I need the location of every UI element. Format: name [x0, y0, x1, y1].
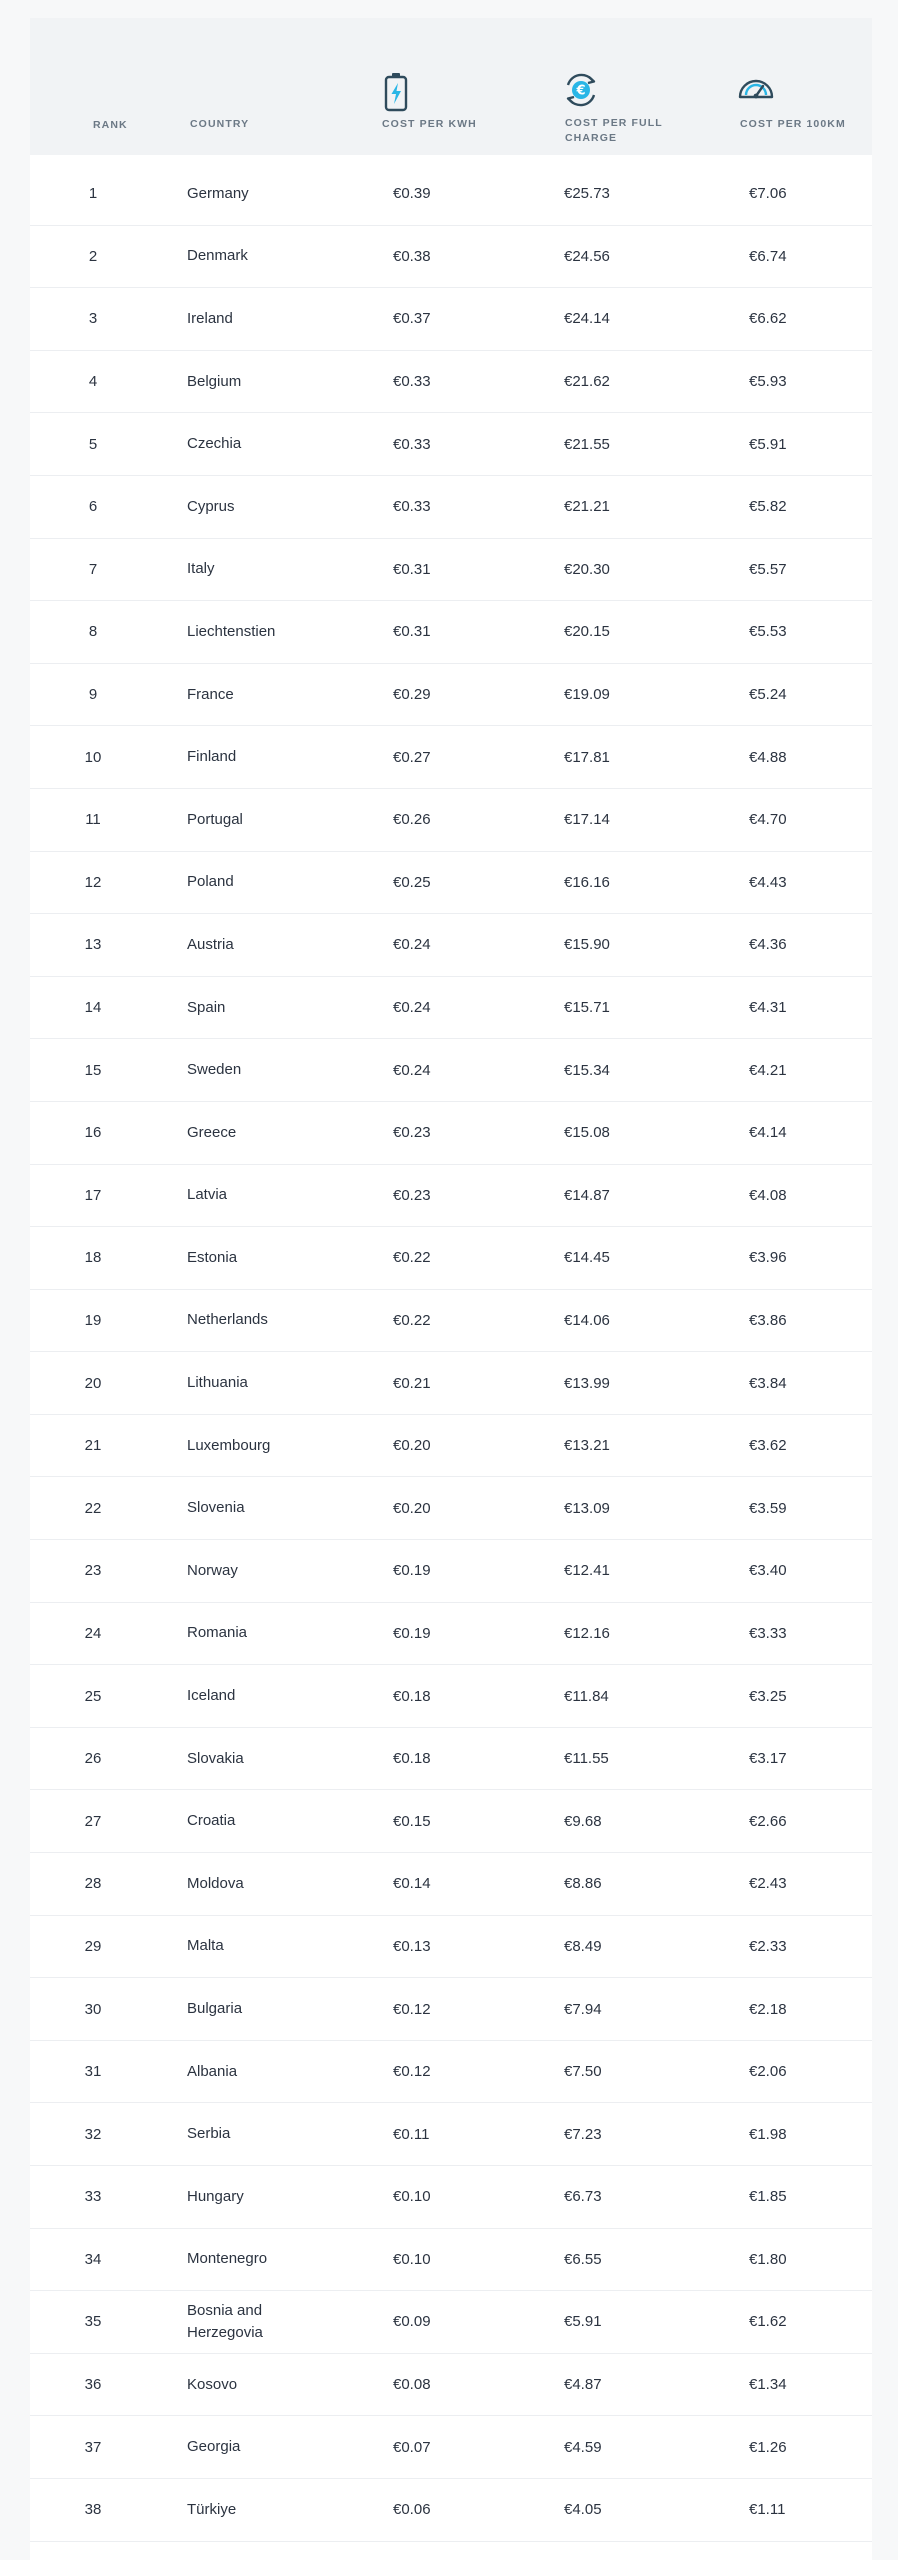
- cost-per-kwh-cell: €0.12: [393, 2000, 431, 2018]
- rank-cell: 14: [84, 999, 102, 1017]
- cost-per-full-charge-cell: €14.87: [564, 1186, 610, 1204]
- header-rank: RANK: [93, 119, 128, 131]
- cost-per-kwh-cell: €0.08: [393, 2376, 431, 2394]
- euro-cycle-icon: [562, 71, 600, 109]
- cost-per-kwh-cell: €0.18: [393, 1687, 431, 1705]
- table-row: [30, 1665, 872, 1728]
- cost-per-kwh-cell: €0.29: [393, 686, 431, 704]
- country-cell: Cyprus: [187, 497, 235, 515]
- cost-per-kwh-cell: €0.21: [393, 1374, 431, 1392]
- cost-per-kwh-cell: €0.11: [393, 2125, 430, 2143]
- country-cell: Belgium: [187, 372, 242, 390]
- cost-per-full-charge-cell: €13.99: [564, 1374, 610, 1392]
- table-row: [30, 1290, 872, 1353]
- country-cell: Montenegro: [187, 2250, 268, 2268]
- cost-per-kwh-cell: €0.15: [393, 1812, 431, 1830]
- country-cell: Kosovo: [187, 2375, 238, 2393]
- cost-per-full-charge-cell: €20.30: [564, 560, 610, 578]
- table-row: [30, 914, 872, 977]
- country-cell: Bosnia and Herzegovia: [187, 2301, 263, 2341]
- header-cost-per-full-charge: COST PER FULL CHARGE: [565, 117, 663, 144]
- cost-per-full-charge-cell: €24.56: [564, 247, 610, 265]
- cost-per-kwh-cell: €0.33: [393, 373, 431, 391]
- cost-per-100km-cell: €3.33: [749, 1624, 787, 1642]
- rank-cell: 22: [84, 1499, 102, 1517]
- cost-per-full-charge-cell: €5.91: [564, 2313, 602, 2331]
- rank-cell: 27: [84, 1812, 102, 1830]
- country-cell: Croatia: [187, 1812, 236, 1830]
- cost-per-kwh-cell: €0.24: [393, 999, 431, 1017]
- cost-per-full-charge-cell: €15.90: [564, 936, 610, 954]
- rank-cell: 8: [88, 623, 98, 641]
- country-cell: Hungary: [187, 2187, 244, 2205]
- table-row: [30, 288, 872, 351]
- table-row: [30, 789, 872, 852]
- table-row: [30, 2479, 872, 2542]
- table-row: [30, 2166, 872, 2229]
- cost-per-full-charge-cell: €19.09: [564, 686, 610, 704]
- cost-per-100km-cell: €3.40: [749, 1562, 787, 1580]
- table-row: [30, 2103, 872, 2166]
- country-cell: Spain: [187, 998, 226, 1016]
- country-cell: Estonia: [187, 1248, 238, 1266]
- cost-per-kwh-cell: €0.24: [393, 1061, 431, 1079]
- cost-per-kwh-cell: €0.10: [393, 2188, 431, 2206]
- cost-per-full-charge-cell: €11.84: [564, 1687, 609, 1705]
- cost-per-100km-cell: €1.80: [749, 2250, 787, 2268]
- header-country: COUNTRY: [190, 118, 250, 130]
- cost-per-100km-cell: €2.18: [749, 2000, 787, 2018]
- country-cell: Lithuania: [187, 1374, 248, 1392]
- header-cost-per-100km: COST PER 100KM: [740, 118, 846, 130]
- rank-cell: 11: [85, 811, 101, 829]
- rank-cell: 2: [88, 247, 98, 265]
- table-row: [30, 977, 872, 1040]
- rank-cell: 3: [88, 310, 98, 328]
- cost-per-100km-cell: €6.74: [749, 247, 787, 265]
- rank-cell: 36: [84, 2376, 102, 2394]
- rank-cell: 9: [88, 686, 98, 704]
- cost-per-full-charge-cell: €25.73: [564, 185, 610, 203]
- cost-per-kwh-cell: €0.24: [393, 936, 431, 954]
- country-cell: Iceland: [187, 1687, 236, 1705]
- cost-per-full-charge-cell: €15.34: [564, 1061, 610, 1079]
- cost-per-kwh-cell: €0.06: [393, 2501, 431, 2519]
- cost-per-full-charge-cell: €12.16: [564, 1624, 610, 1642]
- rank-cell: 13: [84, 936, 102, 954]
- cost-per-full-charge-cell: €4.05: [564, 2501, 602, 2519]
- cost-per-100km-cell: €4.08: [749, 1186, 787, 1204]
- cost-per-100km-cell: €1.62: [749, 2313, 787, 2331]
- country-cell: Liechtenstien: [187, 622, 276, 640]
- rank-cell: 29: [84, 1937, 102, 1955]
- country-cell: Georgia: [187, 2438, 241, 2456]
- country-cell: Italy: [187, 560, 215, 578]
- table-body: [30, 163, 872, 2542]
- table-row: [30, 539, 872, 602]
- cost-per-kwh-cell: €0.10: [393, 2250, 431, 2268]
- speedometer-icon: [736, 73, 776, 103]
- cost-per-100km-cell: €2.33: [749, 1937, 787, 1955]
- rank-cell: 7: [88, 560, 98, 578]
- cost-per-100km-cell: €4.36: [749, 936, 787, 954]
- country-cell: Greece: [187, 1123, 237, 1141]
- country-cell: Slovakia: [187, 1749, 244, 1767]
- cost-per-100km-cell: €3.59: [749, 1499, 787, 1517]
- cost-per-kwh-cell: €0.39: [393, 185, 431, 203]
- cost-per-full-charge-cell: €20.15: [564, 623, 610, 641]
- table-row: [30, 1415, 872, 1478]
- cost-per-full-charge-cell: €13.09: [564, 1499, 610, 1517]
- cost-per-full-charge-cell: €21.21: [564, 498, 610, 516]
- country-cell: Albania: [187, 2062, 238, 2080]
- table-row: [30, 664, 872, 727]
- cost-per-100km-cell: €4.70: [749, 811, 787, 829]
- country-cell: Luxembourg: [187, 1436, 271, 1454]
- table-row: [30, 226, 872, 289]
- svg-text:€: €: [576, 83, 586, 99]
- rank-cell: 15: [84, 1061, 102, 1079]
- table-row: [30, 601, 872, 664]
- cost-per-full-charge-cell: €12.41: [564, 1562, 610, 1580]
- rank-cell: 5: [88, 435, 98, 453]
- cost-per-kwh-cell: €0.13: [393, 1937, 431, 1955]
- cost-per-full-charge-cell: €11.55: [564, 1750, 609, 1768]
- cost-per-100km-cell: €1.34: [749, 2376, 787, 2394]
- cost-per-100km-cell: €1.98: [749, 2125, 787, 2143]
- cost-per-full-charge-cell: €14.45: [564, 1249, 610, 1267]
- country-cell: Latvia: [187, 1186, 228, 1204]
- rank-cell: 33: [84, 2188, 102, 2206]
- cost-per-100km-cell: €5.57: [749, 560, 787, 578]
- cost-per-100km-cell: €4.14: [749, 1124, 787, 1142]
- country-cell: Denmark: [187, 247, 248, 265]
- cost-per-full-charge-cell: €17.81: [564, 748, 610, 766]
- cost-per-kwh-cell: €0.19: [393, 1562, 431, 1580]
- cost-per-full-charge-cell: €17.14: [564, 811, 610, 829]
- rank-cell: 10: [84, 748, 102, 766]
- cost-per-100km-cell: €1.26: [749, 2438, 787, 2456]
- country-cell: Ireland: [187, 309, 233, 327]
- cost-per-100km-cell: €4.43: [749, 873, 787, 891]
- country-cell: Bulgaria: [187, 2000, 243, 2018]
- country-cell: Türkiye: [187, 2500, 237, 2518]
- country-cell: Serbia: [187, 2125, 231, 2143]
- rank-cell: 31: [84, 2063, 102, 2081]
- table-row: [30, 1916, 872, 1979]
- cost-per-100km-cell: €4.88: [749, 748, 787, 766]
- cost-per-kwh-cell: €0.26: [393, 811, 431, 829]
- table-row: [30, 1102, 872, 1165]
- table-row: [30, 1165, 872, 1228]
- cost-per-full-charge-cell: €15.71: [564, 999, 610, 1017]
- country-cell: Czechia: [187, 435, 242, 453]
- cost-per-100km-cell: €2.43: [749, 1875, 787, 1893]
- cost-per-full-charge-cell: €16.16: [564, 873, 610, 891]
- cost-per-100km-cell: €5.82: [749, 498, 787, 516]
- rank-cell: 23: [84, 1562, 102, 1580]
- cost-per-kwh-cell: €0.27: [393, 748, 431, 766]
- table-row: [30, 726, 872, 789]
- cost-per-kwh-cell: €0.19: [393, 1624, 431, 1642]
- table-row: [30, 2416, 872, 2479]
- table-row: [30, 1728, 872, 1791]
- cost-per-kwh-cell: €0.20: [393, 1437, 431, 1455]
- cost-per-full-charge-cell: €4.59: [564, 2438, 602, 2456]
- rank-cell: 6: [88, 498, 98, 516]
- cost-per-kwh-cell: €0.12: [393, 2063, 431, 2081]
- header-cost-per-kwh: COST PER KWH: [382, 118, 477, 130]
- rank-cell: 35: [84, 2313, 102, 2331]
- cost-per-kwh-cell: €0.37: [393, 310, 431, 328]
- rank-cell: 16: [84, 1124, 102, 1142]
- rank-cell: 25: [84, 1687, 102, 1705]
- cost-per-100km-cell: €7.06: [749, 185, 787, 203]
- rank-cell: 38: [84, 2501, 102, 2519]
- country-cell: Norway: [187, 1561, 238, 1579]
- table-row: [30, 1978, 872, 2041]
- cost-per-full-charge-cell: €24.14: [564, 310, 610, 328]
- cost-per-kwh-cell: €0.23: [393, 1124, 431, 1142]
- table-row: [30, 2229, 872, 2292]
- table-row: [30, 1603, 872, 1666]
- cost-per-kwh-cell: €0.22: [393, 1249, 431, 1267]
- cost-per-kwh-cell: €0.23: [393, 1186, 431, 1204]
- cost-per-full-charge-cell: €13.21: [564, 1437, 610, 1455]
- rank-cell: 17: [84, 1186, 102, 1204]
- cost-per-full-charge-cell: €21.62: [564, 373, 610, 391]
- rank-cell: 24: [84, 1624, 102, 1642]
- cost-per-100km-cell: €3.86: [749, 1311, 787, 1329]
- cost-per-kwh-cell: €0.20: [393, 1499, 431, 1517]
- cost-per-full-charge-cell: €14.06: [564, 1311, 610, 1329]
- country-cell: Sweden: [187, 1061, 242, 1079]
- cost-per-full-charge-cell: €15.08: [564, 1124, 610, 1142]
- table-row: [30, 1477, 872, 1540]
- cost-per-full-charge-cell: €7.94: [564, 2000, 602, 2018]
- cost-per-full-charge-cell: €7.50: [564, 2063, 602, 2081]
- table-row: [30, 1039, 872, 1102]
- battery-charging-icon: [383, 72, 409, 112]
- cost-per-kwh-cell: €0.18: [393, 1750, 431, 1768]
- cost-per-100km-cell: €3.84: [749, 1374, 787, 1392]
- cost-per-kwh-cell: €0.25: [393, 873, 431, 891]
- table-row: [30, 2291, 872, 2354]
- cost-per-100km-cell: €5.24: [749, 686, 787, 704]
- cost-per-100km-cell: €4.31: [749, 999, 787, 1017]
- cost-table: [30, 18, 872, 2560]
- cost-per-kwh-cell: €0.33: [393, 498, 431, 516]
- cost-per-kwh-cell: €0.38: [393, 247, 431, 265]
- cost-per-100km-cell: €1.11: [749, 2501, 786, 2519]
- cost-per-full-charge-cell: €6.73: [564, 2188, 602, 2206]
- cost-per-kwh-cell: €0.07: [393, 2438, 431, 2456]
- rank-cell: 12: [84, 873, 102, 891]
- country-cell: France: [187, 685, 234, 703]
- cost-per-100km-cell: €3.17: [749, 1750, 787, 1768]
- country-cell: Finland: [187, 748, 237, 766]
- rank-cell: 30: [84, 2000, 102, 2018]
- country-cell: Austria: [187, 935, 234, 953]
- cost-per-100km-cell: €2.66: [749, 1812, 787, 1830]
- cost-per-100km-cell: €5.53: [749, 623, 787, 641]
- cost-per-full-charge-cell: €9.68: [564, 1812, 602, 1830]
- rank-cell: 1: [88, 185, 98, 203]
- rank-cell: 18: [84, 1249, 102, 1267]
- cost-per-full-charge-cell: €8.86: [564, 1875, 602, 1893]
- cost-per-100km-cell: €3.25: [749, 1687, 787, 1705]
- table-row: [30, 852, 872, 915]
- rank-cell: 20: [84, 1374, 102, 1392]
- country-cell: Poland: [187, 873, 234, 891]
- rank-cell: 28: [84, 1875, 102, 1893]
- table-row: [30, 2041, 872, 2104]
- country-cell: Romania: [187, 1624, 248, 1642]
- cost-per-100km-cell: €1.85: [749, 2188, 787, 2206]
- cost-per-full-charge-cell: €4.87: [564, 2376, 602, 2394]
- cost-per-full-charge-cell: €8.49: [564, 1937, 602, 1955]
- cost-per-100km-cell: €6.62: [749, 310, 787, 328]
- country-cell: Moldova: [187, 1874, 244, 1892]
- rank-cell: 4: [88, 373, 98, 391]
- country-cell: Portugal: [187, 810, 243, 828]
- cost-per-kwh-cell: €0.09: [393, 2313, 431, 2331]
- table-row: [30, 1540, 872, 1603]
- table-row: [30, 351, 872, 414]
- table-row: [30, 413, 872, 476]
- cost-per-100km-cell: €5.91: [749, 435, 787, 453]
- cost-per-100km-cell: €3.96: [749, 1249, 787, 1267]
- country-cell: Germany: [187, 184, 249, 202]
- table-row: [30, 1790, 872, 1853]
- cost-per-100km-cell: €4.21: [749, 1061, 787, 1079]
- table-row: [30, 1853, 872, 1916]
- table-row: [30, 2354, 872, 2417]
- cost-per-full-charge-cell: €21.55: [564, 435, 610, 453]
- country-cell: Slovenia: [187, 1499, 245, 1517]
- table-row: [30, 1227, 872, 1290]
- cost-per-100km-cell: €3.62: [749, 1437, 787, 1455]
- cost-per-100km-cell: €5.93: [749, 373, 787, 391]
- table-row: [30, 1352, 872, 1415]
- cost-per-kwh-cell: €0.31: [393, 560, 431, 578]
- rank-cell: 21: [84, 1437, 102, 1455]
- country-cell: Malta: [187, 1937, 224, 1955]
- cost-per-100km-cell: €2.06: [749, 2063, 787, 2081]
- rank-cell: 37: [84, 2438, 102, 2456]
- cost-per-full-charge-cell: €6.55: [564, 2250, 602, 2268]
- rank-cell: 32: [84, 2125, 102, 2143]
- rank-cell: 19: [84, 1311, 102, 1329]
- rank-cell: 34: [84, 2250, 102, 2268]
- cost-per-kwh-cell: €0.14: [393, 1875, 431, 1893]
- cost-per-full-charge-cell: €7.23: [564, 2125, 602, 2143]
- country-cell: Netherlands: [187, 1311, 268, 1329]
- rank-cell: 26: [84, 1750, 102, 1768]
- cost-per-kwh-cell: €0.31: [393, 623, 431, 641]
- table-header: [30, 18, 872, 155]
- table-row: [30, 163, 872, 226]
- cost-per-kwh-cell: €0.22: [393, 1311, 431, 1329]
- table-row: [30, 476, 872, 539]
- cost-per-kwh-cell: €0.33: [393, 435, 431, 453]
